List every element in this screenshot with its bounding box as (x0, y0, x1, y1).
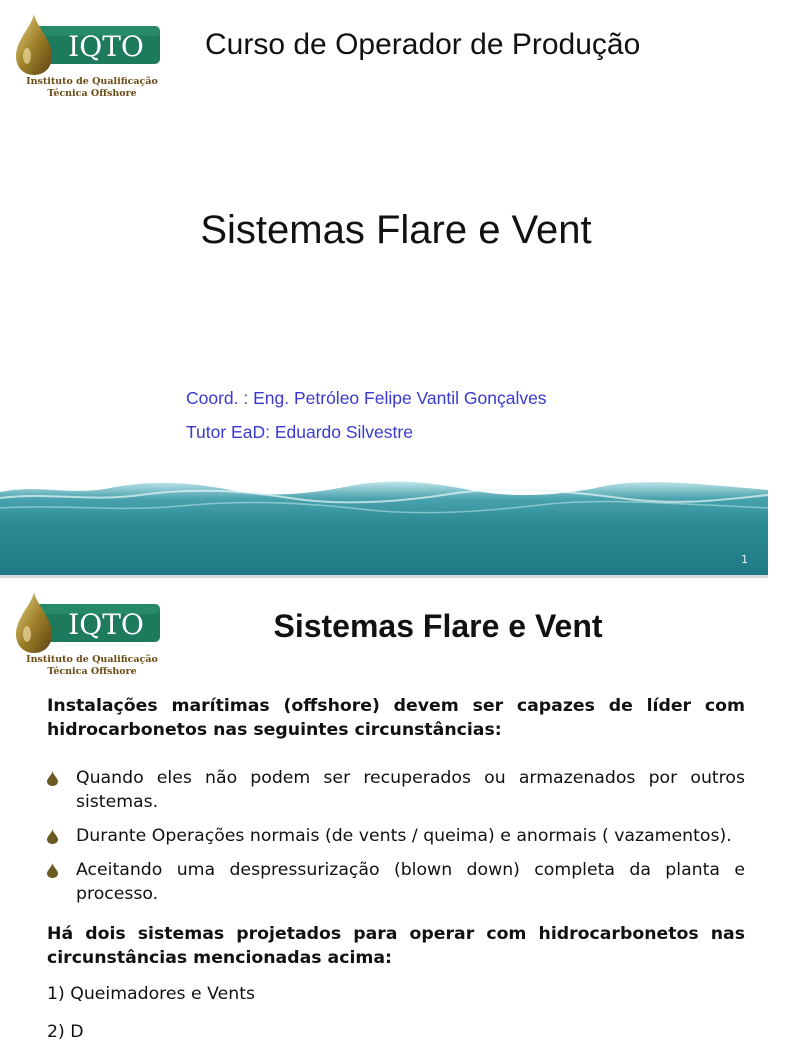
oil-drop-bullet-icon (47, 771, 58, 786)
oil-drop-bullet-icon (47, 829, 58, 844)
bullet-text: Durante Operações normais (de vents / queima) e anormais ( vazamentos). (76, 826, 732, 846)
main-title: Sistemas Flare e Vent (200, 208, 592, 252)
page-number: 1 (741, 553, 748, 566)
iqto-logo (12, 12, 162, 102)
oil-drop-logo-icon (12, 590, 162, 656)
list-item (47, 766, 745, 814)
bullet-list (47, 766, 745, 906)
logo-brand: IQTO (68, 30, 144, 63)
numbered-item: 2) D (47, 1022, 84, 1042)
slide-content (47, 694, 745, 1044)
list-item (47, 858, 745, 906)
oil-drop-logo-icon (12, 12, 162, 78)
tutor-line: Tutor EaD: Eduardo Silvestre (186, 422, 413, 442)
sea-background (0, 478, 768, 575)
list-item (47, 824, 745, 848)
logo-brand: IQTO (68, 608, 144, 641)
intro-paragraph: Instalações marítimas (offshore) devem ser capazes de líder com hidrocarbonetos nas seguintes circunstâncias: (47, 696, 745, 740)
course-title: Curso de Operador de Produção (205, 28, 641, 61)
bullet-text: Quando eles não podem ser recuperados ou armazenados por outros sistemas. (76, 768, 745, 812)
bullet-text: Aceitando uma despressurização (blown down) completa da planta e processo. (76, 860, 745, 904)
numbered-item: 1) Queimadores e Vents (47, 984, 256, 1004)
logo-subtitle-line2: Técnica Offshore (47, 666, 137, 677)
oil-drop-bullet-icon (47, 863, 58, 878)
logo-subtitle-line1: Instituto de Qualificação (26, 654, 158, 665)
iqto-logo (12, 590, 162, 680)
logo-subtitle-line2: Técnica Offshore (47, 88, 137, 99)
slide-title: Sistemas Flare e Vent (273, 608, 603, 644)
slide-2 (0, 578, 768, 1042)
logo-subtitle-line1: Instituto de Qualificação (26, 76, 158, 87)
systems-intro-paragraph: Há dois sistemas projetados para operar com hidrocarbonetos nas circunstâncias mencionadas acima: (47, 924, 745, 968)
coordinator-line: Coord. : Eng. Petróleo Felipe Vantil Gonçalves (186, 388, 547, 408)
